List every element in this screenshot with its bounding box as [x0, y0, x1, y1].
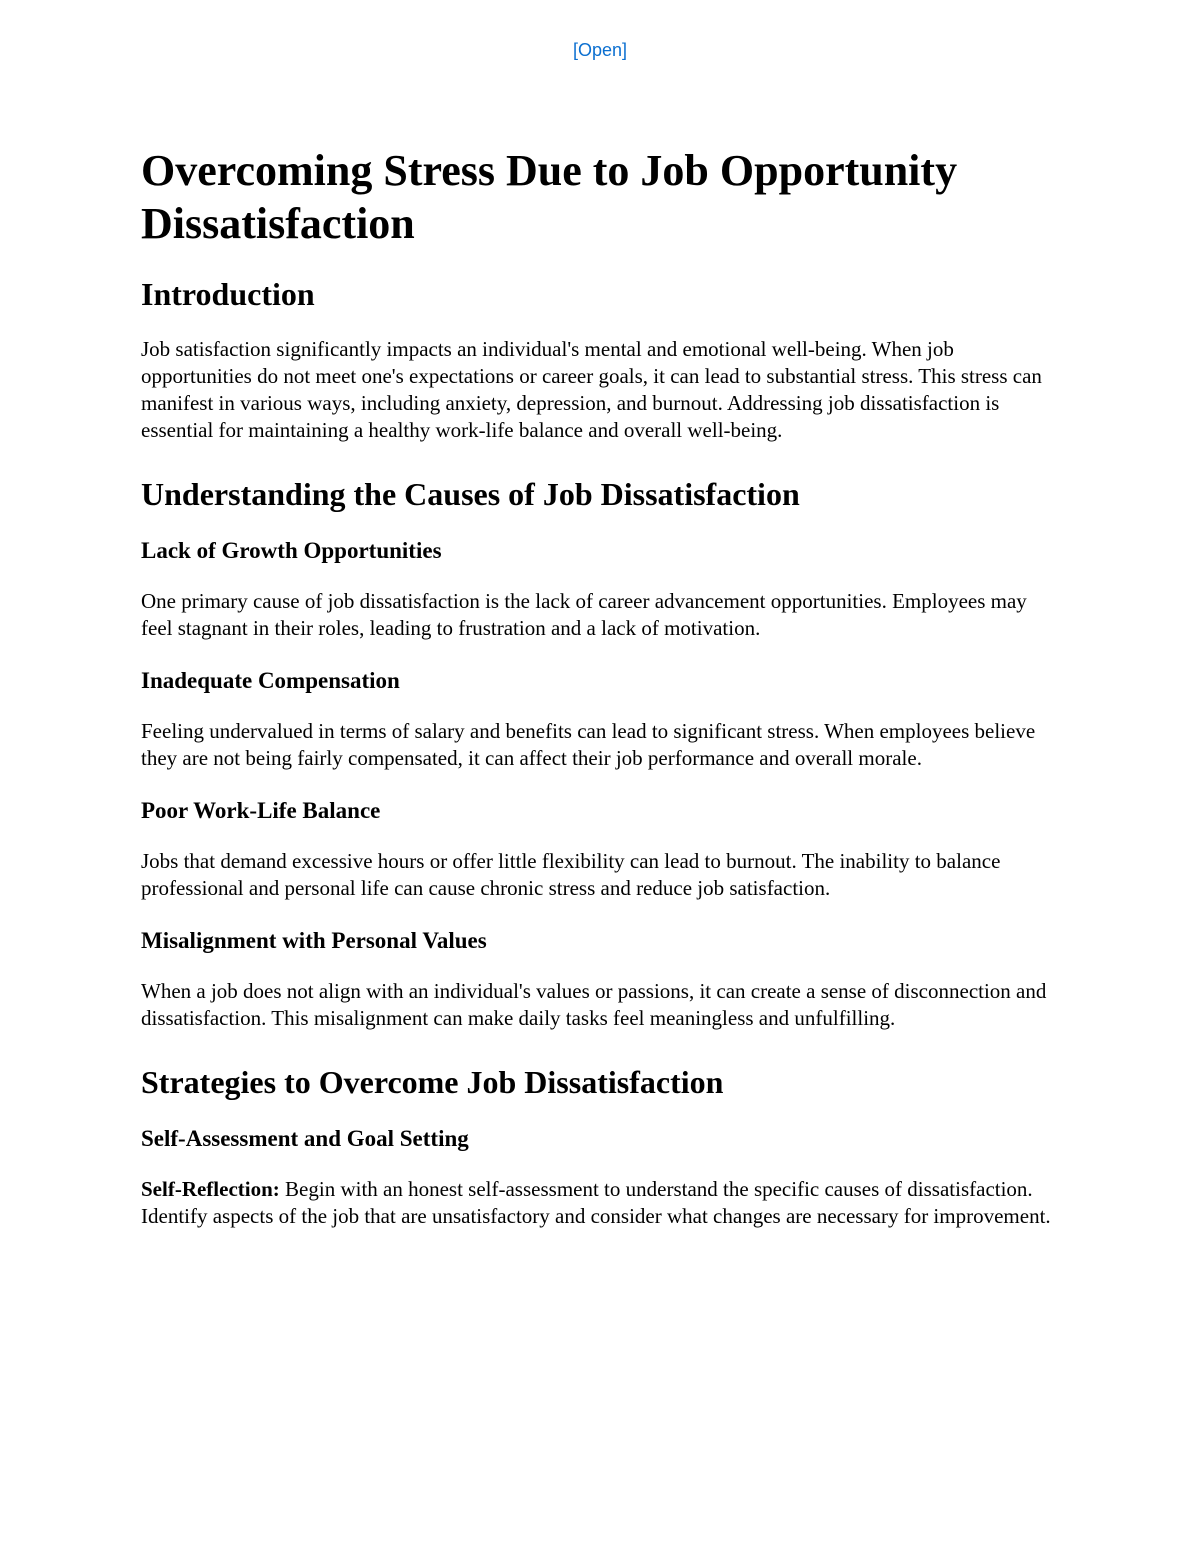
strategy-heading-self-assessment: Self-Assessment and Goal Setting	[141, 1126, 469, 1151]
cause-heading-values: Misalignment with Personal Values	[141, 928, 487, 953]
strategy-paragraph-self-reflection	[141, 1176, 1061, 1230]
cause-heading-compensation: Inadequate Compensation	[141, 668, 400, 693]
cause-text-growth: One primary cause of job dissatisfaction is the lack of career advancement opportunities. Employees may feel stagnant in their roles, leading to frustration and a lack of motivation.	[141, 589, 1027, 640]
introduction-paragraph: Job satisfaction significantly impacts an individual's mental and emotional well-being. When job opportunities do not meet one's expectations or career goals, it can lead to substantial stress. This stress can manifest in various ways, including anxiety, depression, and burnout. Addressing job dissatisfaction is essential for maintaining a healthy work-life balance and overall well-being.	[141, 337, 1042, 442]
causes-heading: Understanding the Causes of Job Dissatisfaction	[141, 476, 800, 512]
cause-heading-growth: Lack of Growth Opportunities	[141, 538, 442, 563]
cause-text-work-life: Jobs that demand excessive hours or offer little flexibility can lead to burnout. The inability to balance professional and personal life can cause chronic stress and reduce job satisfaction.	[141, 849, 1001, 900]
introduction-section	[141, 274, 1061, 444]
cause-text-compensation: Feeling undervalued in terms of salary and benefits can lead to significant stress. When employees believe they are not being fairly compensated, it can affect their job performance and overall morale.	[141, 719, 1036, 770]
cause-heading-work-life: Poor Work-Life Balance	[141, 798, 381, 823]
strategies-heading: Strategies to Overcome Job Dissatisfaction	[141, 1064, 724, 1100]
cause-text-values: When a job does not align with an individual's values or passions, it can create a sense of disconnection and dissatisfaction. This misalignment can make daily tasks feel meaningless and unfulfilling.	[141, 979, 1047, 1030]
document-title: Overcoming Stress Due to Job Opportunity Dissatisfaction	[141, 146, 958, 248]
document-header-label: [Open]	[572, 40, 628, 60]
document-body	[141, 144, 1061, 1254]
strategy-lead-self-reflection: Self-Reflection:	[141, 1177, 280, 1201]
causes-section	[141, 474, 1061, 1032]
strategy-text-self-reflection: Begin with an honest self-assessment to understand the specific causes of dissatisfaction. Identify aspects of the job that are unsatisfactory and consider what changes are necessary for improvement.	[141, 1177, 1051, 1228]
strategies-section	[141, 1062, 1061, 1230]
introduction-heading: Introduction	[141, 276, 315, 312]
